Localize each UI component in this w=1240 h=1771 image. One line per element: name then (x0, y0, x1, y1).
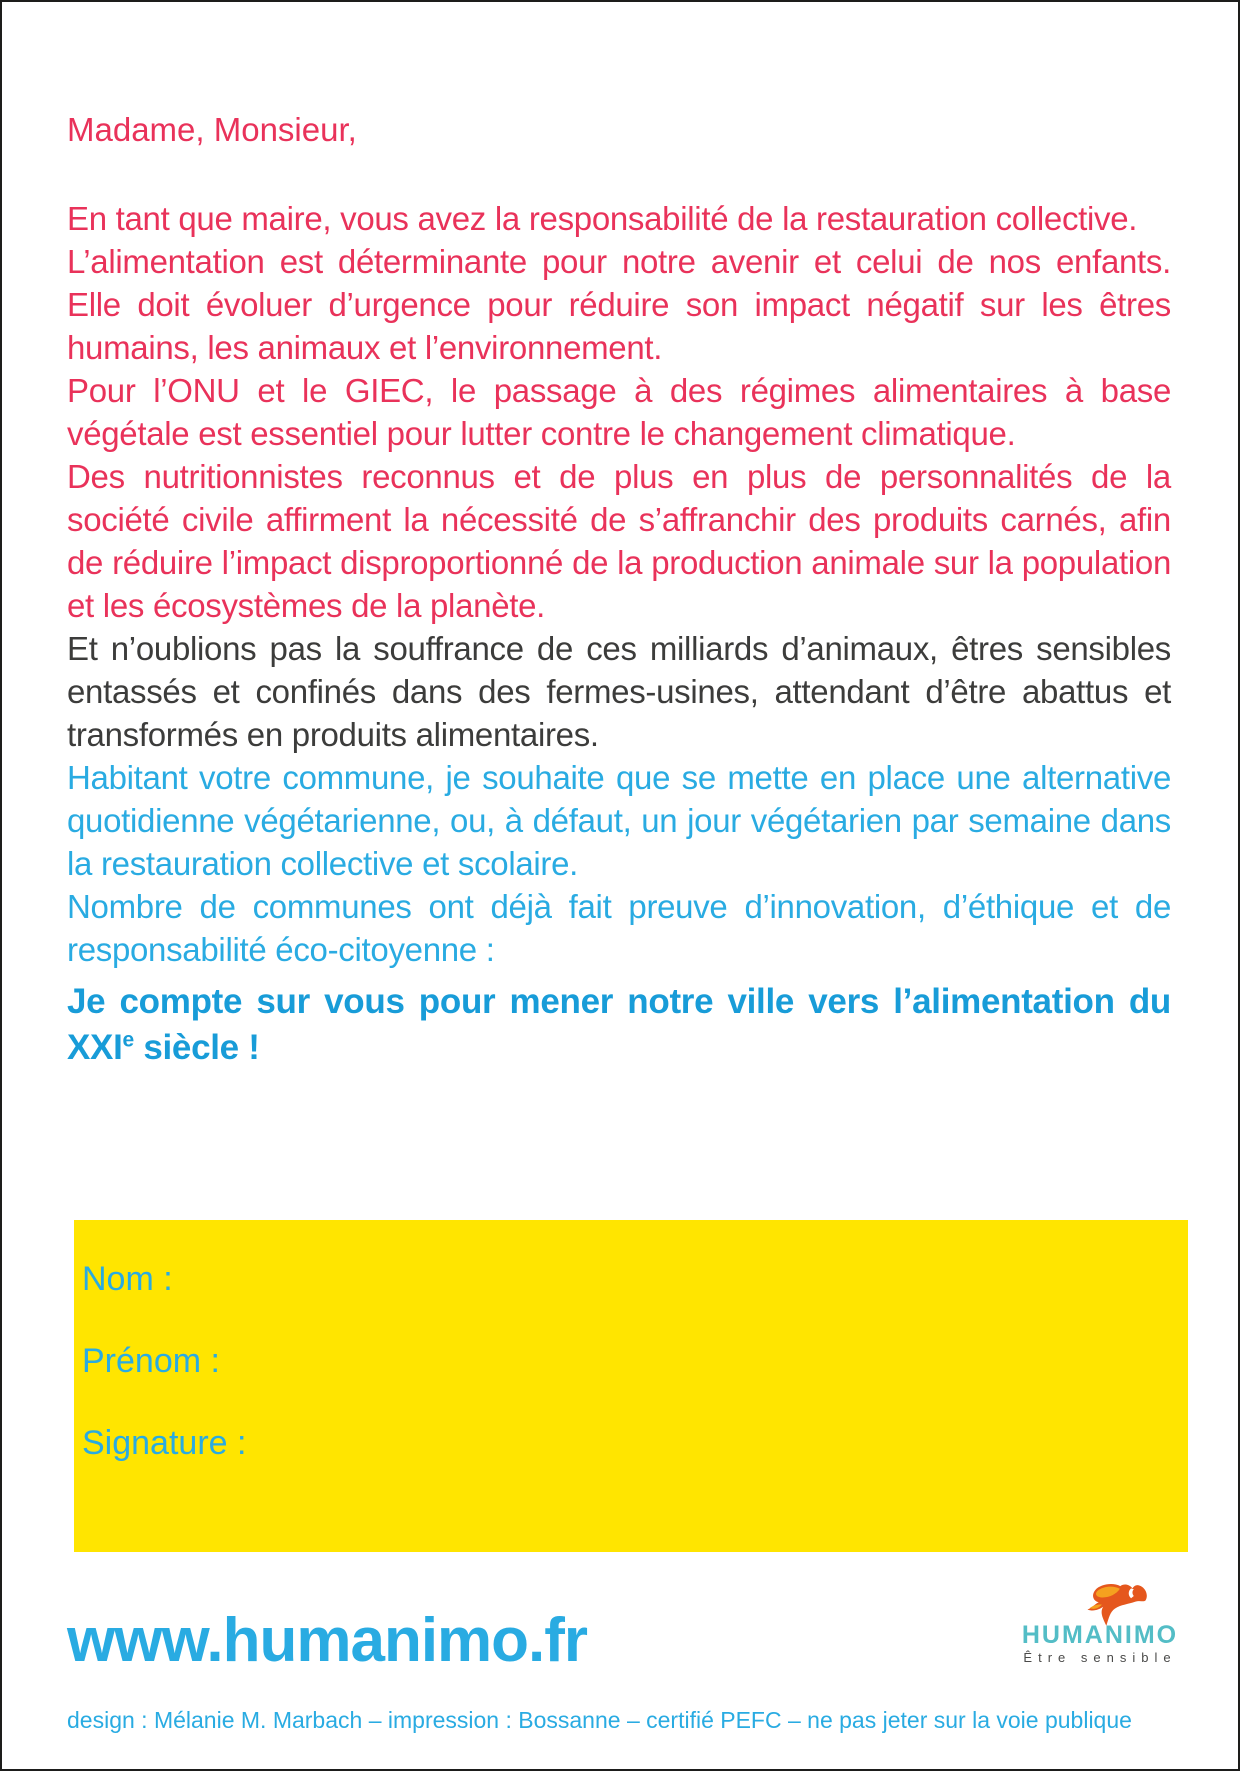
humanimo-logo (1020, 1582, 1180, 1666)
paragraph-communes: Nombre de communes ont déjà fait preuve d’innovation, d’éthique et de responsabilité éco-citoyenne : (67, 888, 1171, 968)
paragraph-onu-giec: Pour l’ONU et le GIEC, le passage à des régimes alimentaires à base végétale est essentiel pour lutter contre le changement climatique. (67, 372, 1171, 452)
brand-tagline: Être sensible (1023, 1650, 1177, 1665)
cta-superscript: e (122, 1028, 134, 1052)
brand-name: HUMANIMO (1021, 1621, 1179, 1649)
salutation: Madame, Monsieur, (67, 111, 357, 148)
paragraph-responsabilite: En tant que maire, vous avez la responsabilité de la restauration collective. (67, 200, 1138, 237)
letter-body (67, 108, 1171, 1071)
call-to-action (67, 979, 1171, 1071)
print-credits: design : Mélanie M. Marbach – impression : Bossanne – certifié PEFC – ne pas jeter sur la voie publique (67, 1707, 1132, 1733)
website-link[interactable]: www.humanimo.fr (67, 1606, 588, 1675)
paragraph-nutritionnistes: Des nutritionnistes reconnus et de plus en plus de personnalités de la société civile affirment la nécessité de s’affranchir des produits carnés, afin de réduire l’impact disproportionné de la production animale sur la population et les écosystèmes de la planète. (67, 458, 1171, 624)
signature-form-box (74, 1220, 1188, 1552)
paragraph-alimentation: L’alimentation est déterminante pour notre avenir et celui de nos enfants. Elle doit évoluer d’urgence pour réduire son impact négatif sur les êtres humains, les animaux et l’environnement. (67, 243, 1171, 366)
cta-text-start: Je compte sur vous pour mener notre ville vers l’alimentation du XXI (67, 982, 1171, 1067)
name-field-label: Nom : (82, 1260, 173, 1298)
signature-field-label: Signature : (82, 1424, 247, 1462)
cta-text-end: siècle ! (133, 1028, 260, 1067)
paragraph-habitant: Habitant votre commune, je souhaite que se mette en place une alternative quotidienne végétarienne, ou, à défaut, un jour végétarien par semaine dans la restauration collective et scolaire. (67, 759, 1171, 882)
paragraph-souffrance: Et n’oublions pas la souffrance de ces milliards d’animaux, êtres sensibles entassés et confinés dans des fermes-usines, attendant d’être abattus et transformés en produits alimentaires. (67, 630, 1171, 753)
firstname-field-label: Prénom : (82, 1342, 220, 1380)
